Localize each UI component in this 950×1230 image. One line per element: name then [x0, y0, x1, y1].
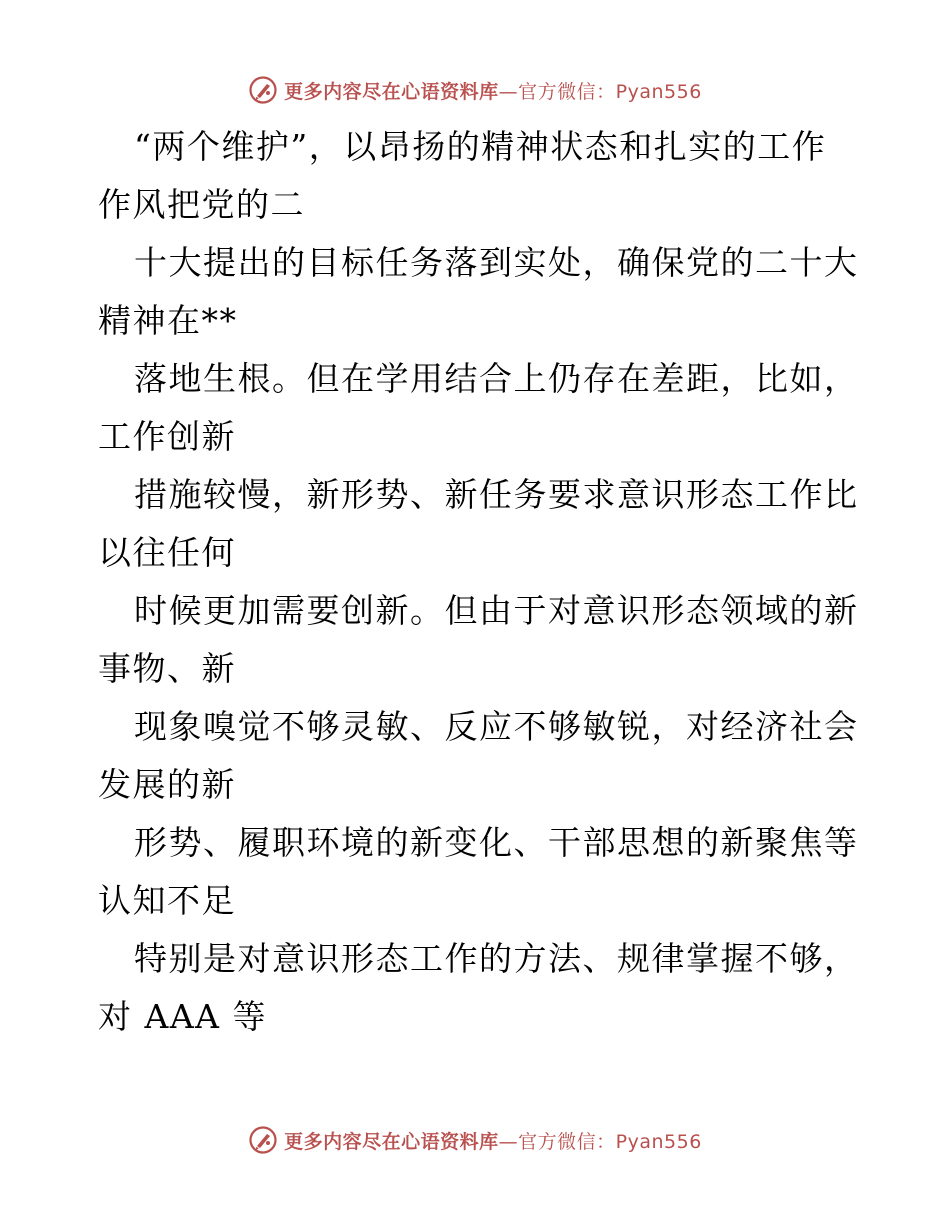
- body-line: 十大提出的目标任务落到实处，确保党的二十大: [134, 243, 859, 282]
- body-line: 发展的新: [98, 765, 236, 804]
- body-line: 精神在**: [98, 301, 238, 340]
- banner-main-text: 更多内容尽在心语资料库: [284, 80, 499, 103]
- banner-separator: —: [498, 1130, 519, 1153]
- banner-wechat-text: 官方微信：Pyan556: [518, 1130, 702, 1153]
- body-line: 对 AAA 等: [98, 997, 267, 1036]
- footer-banner: [0, 1120, 950, 1160]
- banner-main-text: 更多内容尽在心语资料库: [284, 1130, 499, 1153]
- body-line: 特别是对意识形态工作的方法、规律掌握不够，: [134, 939, 859, 978]
- body-line: 作风把党的二: [98, 185, 305, 224]
- body-line: 现象嗅觉不够灵敏、反应不够敏锐，对经济社会: [134, 707, 859, 746]
- body-line: 工作创新: [98, 417, 236, 456]
- body-line: 以往任何: [98, 533, 236, 572]
- body-line: 措施较慢，新形势、新任务要求意识形态工作比: [134, 475, 859, 514]
- body-line: 事物、新: [98, 649, 236, 688]
- body-line: 时候更加需要创新。但由于对意识形态领域的新: [134, 591, 859, 630]
- header-banner: [0, 70, 950, 110]
- body-line: 认知不足: [98, 881, 236, 920]
- banner-wechat-text: 官方微信：Pyan556: [518, 80, 702, 103]
- brush-seal-icon: [248, 75, 278, 105]
- body-line: 落地生根。但在学用结合上仍存在差距，比如，: [134, 359, 859, 398]
- banner-separator: —: [498, 80, 519, 103]
- brush-seal-icon: [248, 1125, 278, 1155]
- document-body: [98, 118, 858, 1046]
- body-line: “两个维护”，以昂扬的精神状态和扎实的工作: [134, 127, 827, 166]
- body-line: 形势、履职环境的新变化、干部思想的新聚焦等: [134, 823, 859, 862]
